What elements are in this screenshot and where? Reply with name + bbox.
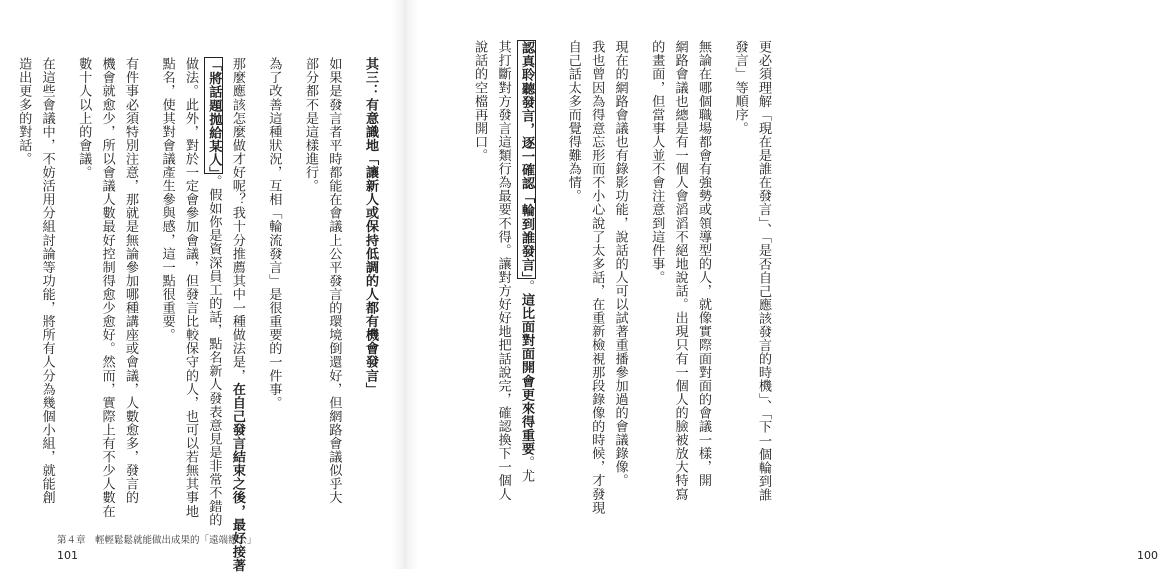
text-line: 更必須理解「現在是誰在發言」、「是否自己應該發言的時機」、「下一個輪到誰: [756, 40, 771, 502]
text-run: 。: [518, 279, 534, 293]
text-line: 造出更多的對話。: [16, 57, 32, 166]
text-line: 在這些會議中，不妨活用分組討論等功能，將所有人分為幾個小組，就能創: [39, 57, 55, 505]
text-line: 做法。此外，對於一定會參加會議，但發言比較保守的人，也可以若無其事地: [183, 57, 198, 518]
text-run: 。假如你是資深員工的話，點名新人發表意見是非常不錯的: [206, 174, 222, 527]
boxed-emphasis-text: 「將話題拋給某人」: [206, 58, 222, 174]
text-line: 的畫面，但當事人並不會注意到這件事。: [649, 40, 665, 284]
text-line: 說話的空檔再開口。: [472, 40, 488, 162]
emphasis-text: 在自己發言結束之後，最好接著: [229, 382, 245, 572]
text-line: 點名，使其對會議產生參與感，這一點很重要。: [159, 57, 175, 342]
text-line: 為了改善這種狀況，互相「輪流發言」是很重要的一件事。: [266, 57, 282, 410]
text-run: 那麼應該怎麼做才好呢？我十分推薦其中一種做法是，: [229, 57, 245, 383]
text-line: [538, 40, 561, 502]
text-line: 機會就愈少，所以會議人數最好控制得愈少愈好。然而，實際上有不少人數在: [99, 57, 115, 518]
text-line: [225, 57, 262, 572]
boxed-emphasis-text: 認真聆聽發言，逐一確認「輪到誰發言」: [518, 41, 534, 279]
text-line: 我也曾因為得意忘形而不小心說了太多話，在重新檢視那段錄像的時候，才發現: [589, 40, 605, 515]
text-line: 自己話太多而覺得難為情。: [565, 40, 581, 203]
page-number-right: 100: [1137, 549, 1158, 562]
text-line: 數十人以上的會議。: [76, 57, 92, 179]
text-line: 網路會議也總是有一個人會滔滔不絕地說話。出現只有一個人的臉被放大特寫: [672, 40, 688, 501]
text-run: 。尤: [518, 455, 534, 483]
text-line: 部分都不是這樣進行。: [303, 57, 318, 193]
right-page-body: [417, 40, 775, 515]
emphasis-text: 這比面對面開會更來得重要: [518, 292, 534, 456]
text-line: 有件事必須特別注意，那就是無論參加哪種講座或會議，人數愈多，發言的: [123, 57, 138, 505]
text-line: [202, 57, 225, 527]
right-page: [400, 0, 1158, 569]
text-line: 其打斷對方發言這類行為最要不得。讓對方好好地把話說完，確認換下一個人: [495, 40, 511, 501]
left-page: [0, 0, 399, 572]
text-line: [515, 40, 538, 502]
text-line: 現在的網路會議也有錄影功能，說話的人可以試著重播參加過的會議錄像。: [612, 40, 628, 488]
text-line: 發言」等順序。: [732, 40, 748, 135]
text-line: 無論在哪個職場都會有強勢或領導型的人，就像實際面對面的會議一樣，開: [696, 40, 711, 488]
page-number-left: 101: [57, 549, 78, 562]
text-line: 如果是發言者平時都能在會議上公平發言的環境倒還好，但網路會議似乎大: [326, 57, 342, 505]
section-heading: 其三：有意識地「讓新人或保持低調的人都有機會發言」: [363, 57, 378, 396]
running-footer: 第４章 輕輕鬆鬆就能做出成果的「遠端辦公」: [57, 535, 257, 546]
